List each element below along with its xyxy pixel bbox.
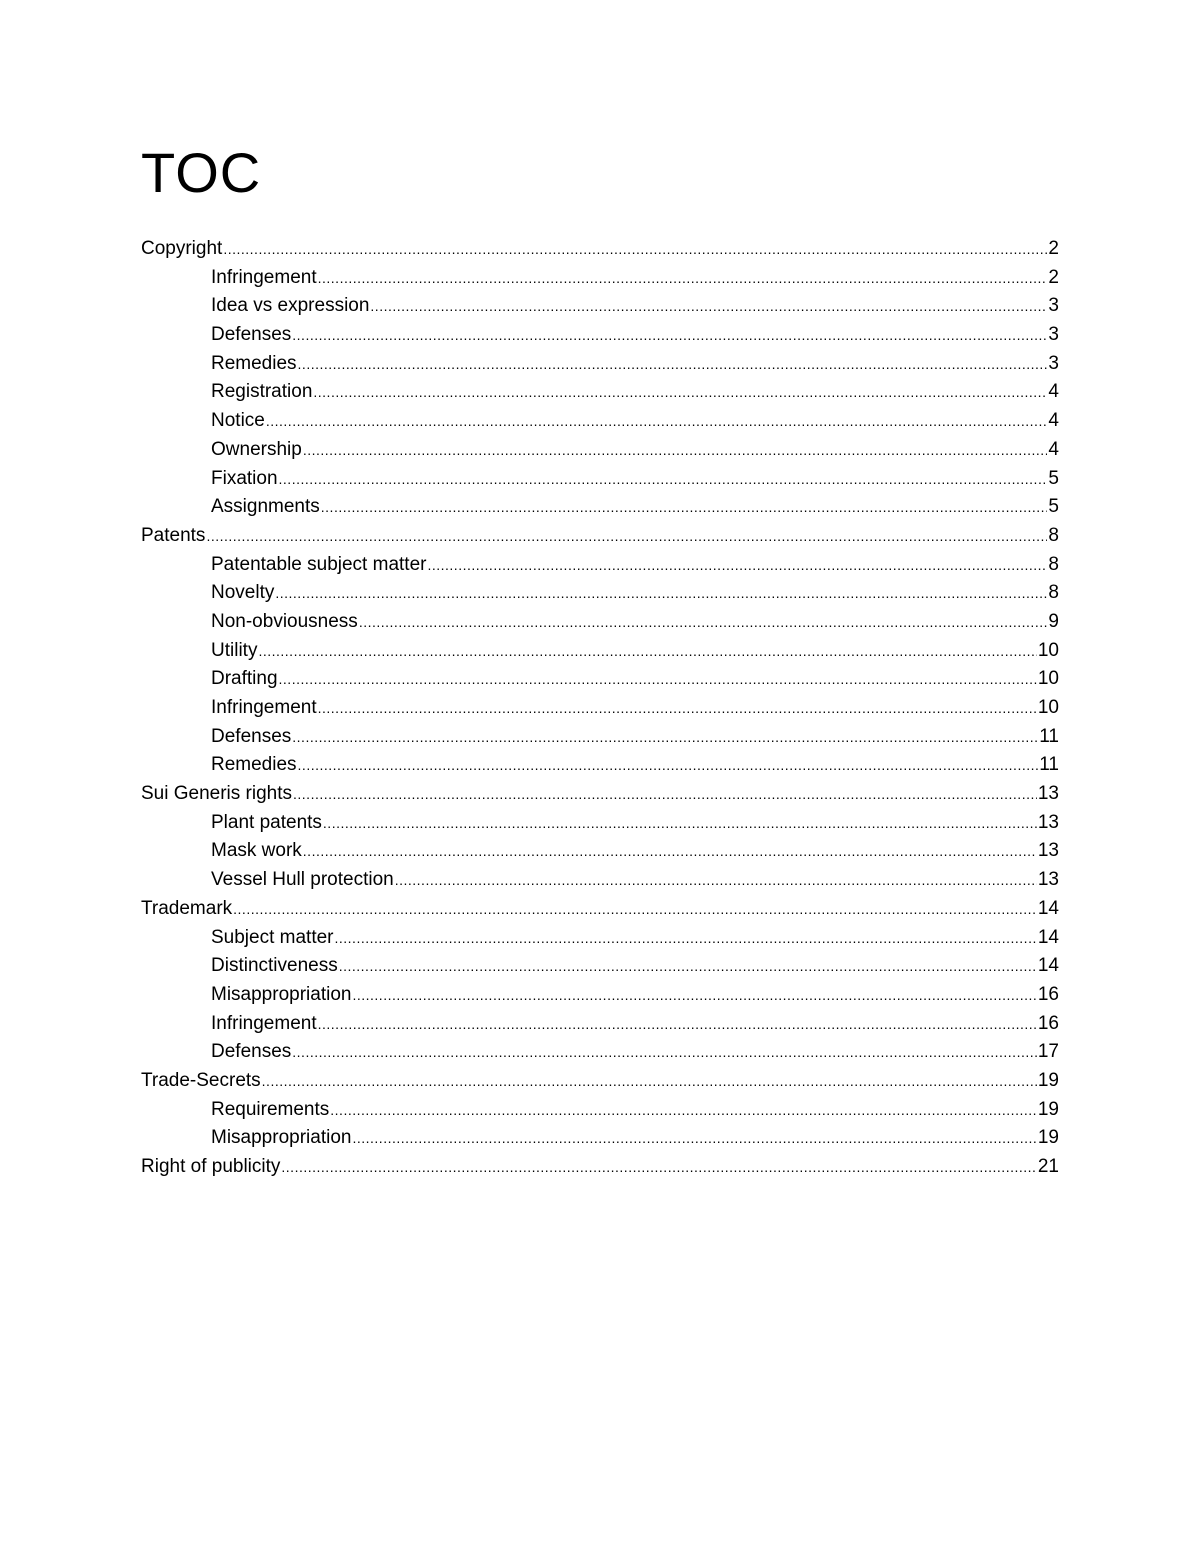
- toc-entry-label: Ownership: [211, 438, 302, 460]
- toc-dot-leader: [330, 1096, 1037, 1125]
- toc-entry-label: Novelty: [211, 582, 275, 604]
- toc-subsection-entry[interactable]: [141, 436, 1059, 465]
- toc-page-number: 11: [1039, 754, 1059, 776]
- toc-dot-leader: [275, 579, 1047, 608]
- toc-dot-leader: [206, 522, 1047, 551]
- toc-section-entry[interactable]: [141, 780, 1059, 809]
- toc-subsection-entry[interactable]: [141, 694, 1059, 723]
- toc-subsection-entry[interactable]: [141, 350, 1059, 379]
- toc-dot-leader: [427, 551, 1047, 580]
- toc-dot-leader: [298, 350, 1048, 379]
- toc-subsection-entry[interactable]: [141, 1096, 1059, 1125]
- toc-entry-label: Utility: [211, 639, 258, 661]
- toc-page-number: 3: [1048, 324, 1059, 346]
- toc-list: [141, 235, 1059, 1182]
- toc-dot-leader: [303, 837, 1037, 866]
- toc-page-number: 9: [1048, 610, 1059, 632]
- toc-subsection-entry[interactable]: [141, 924, 1059, 953]
- toc-dot-leader: [298, 751, 1039, 780]
- toc-entry-label: Copyright: [141, 238, 223, 259]
- toc-entry-label: Defenses: [211, 725, 292, 747]
- toc-entry-label: Misappropriation: [211, 1127, 352, 1149]
- toc-dot-leader: [292, 321, 1047, 350]
- toc-subsection-entry[interactable]: [141, 493, 1059, 522]
- toc-page-number: 19: [1037, 1069, 1059, 1091]
- toc-entry-label: Trademark: [141, 897, 233, 919]
- toc-section-entry[interactable]: [141, 1067, 1059, 1096]
- toc-page-number: 2: [1048, 266, 1059, 288]
- toc-dot-leader: [292, 1038, 1037, 1067]
- toc-subsection-entry[interactable]: [141, 1038, 1059, 1067]
- toc-subsection-entry[interactable]: [141, 579, 1059, 608]
- toc-entry-label: Fixation: [211, 467, 278, 489]
- toc-dot-leader: [321, 493, 1048, 522]
- toc-subsection-entry[interactable]: [141, 751, 1059, 780]
- toc-page-number: 16: [1037, 1012, 1059, 1034]
- toc-page-number: 14: [1037, 897, 1059, 919]
- toc-subsection-entry[interactable]: [141, 665, 1059, 694]
- toc-entry-label: Infringement: [211, 1012, 317, 1034]
- toc-dot-leader: [335, 924, 1037, 953]
- toc-dot-leader: [359, 608, 1048, 637]
- toc-page-number: 13: [1037, 869, 1059, 891]
- toc-section-entry[interactable]: [141, 895, 1059, 924]
- toc-entry-label: Misappropriation: [211, 983, 352, 1005]
- toc-dot-leader: [223, 235, 1047, 264]
- toc-subsection-entry[interactable]: [141, 1124, 1059, 1153]
- toc-dot-leader: [339, 952, 1037, 981]
- toc-dot-leader: [279, 465, 1048, 494]
- toc-entry-label: Non-obviousness: [211, 610, 358, 632]
- toc-dot-leader: [258, 637, 1036, 666]
- toc-title: TOC: [141, 141, 262, 204]
- toc-page-number: 17: [1037, 1041, 1059, 1063]
- toc-page-number: 5: [1048, 496, 1059, 518]
- toc-entry-label: Remedies: [211, 754, 297, 776]
- toc-subsection-entry[interactable]: [141, 378, 1059, 407]
- toc-entry-label: Vessel Hull protection: [211, 869, 394, 891]
- toc-dot-leader: [370, 292, 1047, 321]
- toc-dot-leader: [352, 981, 1036, 1010]
- toc-page-number: 3: [1048, 352, 1059, 374]
- toc-entry-label: Right of publicity: [141, 1156, 281, 1177]
- toc-dot-leader: [281, 1153, 1036, 1182]
- toc-entry-label: Patents: [141, 524, 206, 546]
- toc-page-number: 16: [1037, 983, 1059, 1005]
- toc-entry-label: Defenses: [211, 324, 292, 346]
- toc-dot-leader: [318, 694, 1037, 723]
- toc-entry-label: Defenses: [211, 1041, 292, 1063]
- toc-entry-label: Plant patents: [211, 811, 322, 833]
- toc-page-number: 8: [1048, 524, 1059, 546]
- toc-entry-label: Subject matter: [211, 926, 334, 948]
- toc-entry-label: Assignments: [211, 496, 320, 518]
- toc-entry-label: Drafting: [211, 668, 278, 690]
- toc-dot-leader: [323, 809, 1037, 838]
- toc-entry-label: Remedies: [211, 352, 297, 374]
- toc-dot-leader: [313, 378, 1047, 407]
- toc-entry-label: Requirements: [211, 1098, 330, 1120]
- toc-entry-label: Infringement: [211, 266, 317, 288]
- toc-subsection-entry[interactable]: [141, 407, 1059, 436]
- toc-dot-leader: [395, 866, 1037, 895]
- toc-entry-label: Patentable subject matter: [211, 553, 427, 575]
- toc-page-number: 19: [1037, 1127, 1059, 1149]
- toc-subsection-entry[interactable]: [141, 723, 1059, 752]
- toc-entry-label: Registration: [211, 381, 313, 403]
- toc-page-number: 13: [1037, 811, 1059, 833]
- toc-page-number: 10: [1037, 697, 1059, 718]
- toc-section-entry[interactable]: [141, 1153, 1059, 1182]
- toc-subsection-entry[interactable]: [141, 1010, 1059, 1039]
- toc-page-number: 2: [1048, 238, 1059, 259]
- toc-dot-leader: [352, 1124, 1036, 1153]
- toc-page-number: 13: [1037, 840, 1059, 862]
- toc-subsection-entry[interactable]: [141, 952, 1059, 981]
- toc-page-number: 13: [1037, 783, 1059, 805]
- toc-dot-leader: [262, 1067, 1037, 1096]
- toc-subsection-entry[interactable]: [141, 837, 1059, 866]
- toc-dot-leader: [279, 665, 1037, 694]
- toc-subsection-entry[interactable]: [141, 551, 1059, 580]
- toc-page-number: 8: [1048, 553, 1059, 575]
- toc-page-number: 8: [1048, 582, 1059, 604]
- toc-dot-leader: [318, 1010, 1037, 1039]
- toc-subsection-entry[interactable]: [141, 321, 1059, 350]
- toc-subsection-entry[interactable]: [141, 866, 1059, 895]
- toc-page-number: 14: [1037, 926, 1059, 948]
- toc-subsection-entry[interactable]: [141, 809, 1059, 838]
- toc-page-number: 19: [1037, 1098, 1059, 1120]
- toc-page-number: 21: [1037, 1156, 1059, 1177]
- toc-page-number: 4: [1048, 381, 1059, 403]
- toc-dot-leader: [293, 780, 1037, 809]
- toc-dot-leader: [318, 264, 1048, 293]
- toc-dot-leader: [266, 407, 1048, 436]
- toc-subsection-entry[interactable]: [141, 608, 1059, 637]
- toc-page-number: 10: [1037, 668, 1059, 690]
- toc-subsection-entry[interactable]: [141, 981, 1059, 1010]
- toc-entry-label: Infringement: [211, 697, 317, 718]
- toc-subsection-entry[interactable]: [141, 292, 1059, 321]
- toc-page-number: 4: [1048, 410, 1059, 432]
- toc-subsection-entry[interactable]: [141, 264, 1059, 293]
- toc-entry-label: Mask work: [211, 840, 302, 862]
- toc-page-number: 14: [1037, 955, 1059, 977]
- toc-page-number: 5: [1048, 467, 1059, 489]
- toc-page-number: 11: [1039, 725, 1059, 747]
- toc-entry-label: Distinctiveness: [211, 955, 338, 977]
- toc-entry-label: Sui Generis rights: [141, 783, 293, 805]
- toc-page-number: 3: [1048, 295, 1059, 317]
- toc-entry-label: Trade-Secrets: [141, 1069, 261, 1091]
- toc-entry-label: Idea vs expression: [211, 295, 370, 317]
- toc-entry-label: Notice: [211, 410, 265, 432]
- toc-subsection-entry[interactable]: [141, 465, 1059, 494]
- toc-dot-leader: [292, 723, 1038, 752]
- toc-section-entry[interactable]: [141, 522, 1059, 551]
- toc-page-number: 10: [1037, 639, 1059, 661]
- toc-page-number: 4: [1048, 438, 1059, 460]
- toc-dot-leader: [233, 895, 1037, 924]
- toc-subsection-entry[interactable]: [141, 637, 1059, 666]
- toc-dot-leader: [303, 436, 1048, 465]
- toc-section-entry[interactable]: [141, 235, 1059, 264]
